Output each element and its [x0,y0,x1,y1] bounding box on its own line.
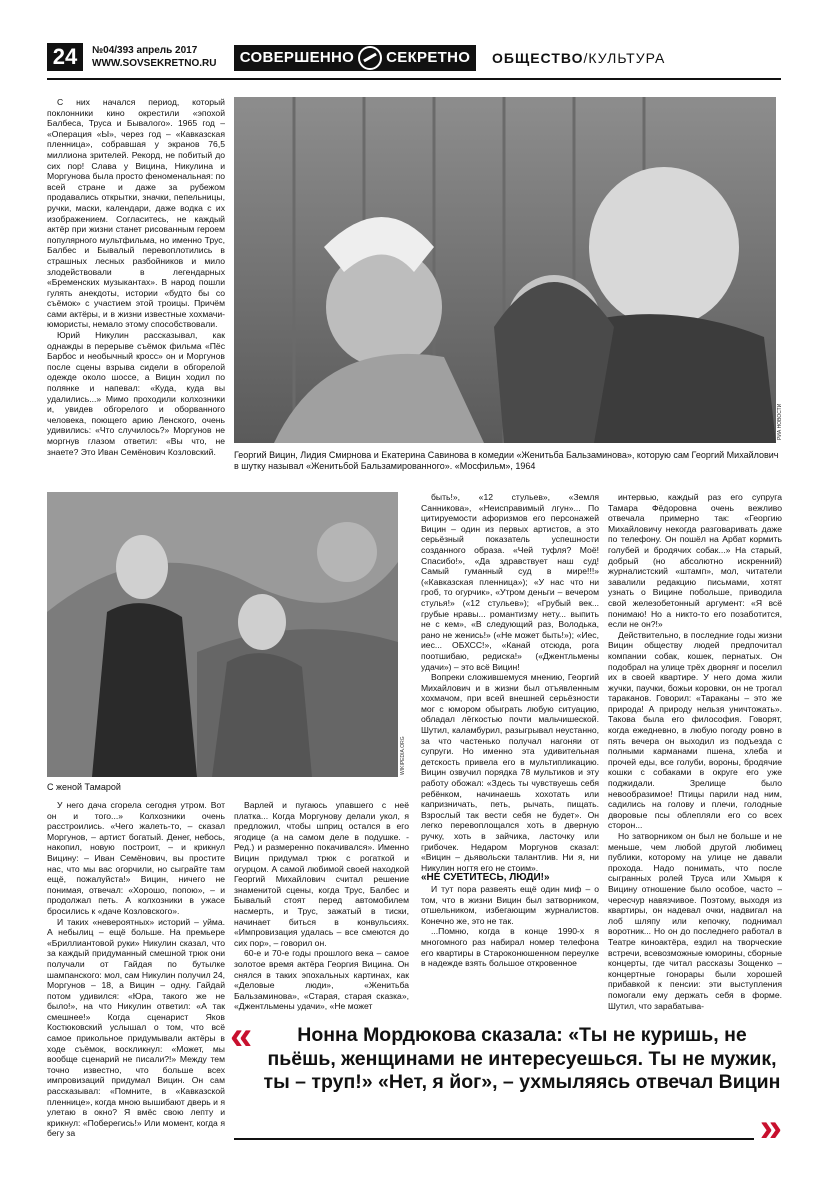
article-column-3 [421,492,599,1018]
rubric-sub: /КУЛЬТУРА [583,50,666,66]
newspaper-logo [234,45,476,71]
article-column-1-bottom [47,800,225,1140]
photo-balzaminov-scene [234,97,776,443]
photo-balzaminov-image [234,97,776,443]
rubric-main: ОБЩЕСТВО [492,50,584,66]
section-subheading: «НЕ СУЕТИТЕСЬ, ЛЮДИ!» [421,872,550,884]
open-quote-chevron-icon: « [230,1014,253,1058]
paragraph: 60-е и 70-е годы прошлого века – самое золотое время актёра Георгия Вицина. Он снялся в таких эпохальных картинах, как «Деловые люди», «Женитьба Бальзаминова», «Старая, старая сказка», «Джентльмены удачи», «Не может [234,948,409,1012]
section-rubric [492,50,665,66]
pull-quote-text: Нонна Мордюкова сказала: «Ты не куришь, не пьёшь, женщинами не интересуешься. Ты не мужик, ты – труп!» «Нет, я йог», – ухмыляясь отвечал Вицин [263,1024,781,1093]
photo-with-wife-image [47,492,398,777]
pull-quote [230,1014,782,1150]
photo-credit: WIKIPEDIA.ORG [400,736,406,775]
paragraph: ...Помню, когда в конце 1990-х я многомного раз набирал номер телефона его квартиры в Староконюшенном переулке в надежде взять большое откровенное [421,926,599,969]
photo-caption: Георгий Вицин, Лидия Смирнова и Екатерина Савинова в комедии «Женитьба Бальзаминова», которую сам Георгий Михайлович в шутку называл «Женитьбой Бальзамированного». «Мосфильм», 1964 [234,450,779,471]
header-rule [47,78,781,80]
article-column-2 [234,800,409,1018]
logo-left-word: СОВЕРШЕННО [239,49,355,66]
paragraph: Юрий Никулин рассказывал, как однажды в перерыве съёмок фильма «Пёс Барбос и необычный кросс» он и Моргунов после сцены взрыва сидели в обгорелой одежде около шоссе, а Вицин ходил по полянке и напевал: «Куда, куда вы удалились...» Мимо проходили колхозники и, увидев обгорелого и оборванного человека, поющего арию Ленского, очень удивились: «Что случилось?» Моргунов не моргнув глазом ответил: «Вы что, не знаете? Это Иван Семёнович Козловский. [47,330,225,457]
logo-right-word: СЕКРЕТНО [386,49,471,66]
issue-number: №04/393 апрель 2017 [92,45,198,56]
logo-emblem-icon [358,46,382,70]
paragraph: Но затворником он был не больше и не меньше, чем любой другой любимец публики, которому на улице не давали прохода. Надо понимать, что после сыгранных ролей Труса или Хмыря к Вицину отношение было особое, часто – чересчур навязчивое. Поэтому, выходя из квартиры, он надевал очки, надвигал на лоб шляпу или кепочку, поднимал воротник... Но он до последнего работал в Театре киноактёра, ездил на творческие встречи, всевозможные юморины, сборные концерты, где читал рассказы Зощенко – концертные гонорары были хорошей прибавкой к пенсии: эти выступления помогали ему держать себя в форме. Шутил, что зарабатыва- [608,831,782,1011]
paragraph: Вопреки сложившемуся мнению, Георгий Михайлович и в жизни был отъявленным хохмачом, при всей внешней серьёзности мог с юмором обыграть любую ситуацию, обладал лёгкостью почти мальчишеской. Шутил, каламбурил, разыгрывал неустанно, за что частенько получал нагоняи от супруги. Но именно эта удивительная детскость привела его в мультипликацию. Вицин озвучил порядка 78 мультиков и эту работу обожал: «Здесь ты чувствуешь себя ребёнком, начинаешь хохотать или капризничать, петь, рычать, пищать. Взрослый так вести себя не будет». Он легко перевоплощался хоть в дверную ручку, хоть в зайчика, ласточку или грибочек. Недаром Моргунов сказал: «Вицин – дьявольски талантлив. Ни я, ни Никулин ногтя его не стоим». [421,672,599,873]
photo-credit: РИА НОВОСТИ [777,403,783,440]
site-url[interactable]: WWW.SOVSEKRETNO.RU [92,58,217,69]
article-column-4 [608,492,782,1018]
pull-quote-rule [234,1138,754,1140]
paragraph: У него дача сгорела сегодня утром. Вот он и того...» Колхозники очень расстроились. «Чего жалеть-то, – сказал Моргунов, – артист богатый. Денег, небось, накопил, новую построит, – и крикнул Вицину: – Иван Семёнович, вы простите нас, что мы вас огорчили, но сыграйте там ещё, пожалуйста!» Вицин, ничего не понимая, отвечал: «Хорошо, попою», – и продолжал петь. А колхозники в ужасе бросились к «даче Козловского». [47,800,225,916]
issue-info [92,44,216,70]
paragraph: И таких «невероятных» историй – уйма. А небылиц – ещё больше. На премьере «Бриллиантовой руки» Никулин сказал, что за каждый придуманный смешной трюк они получали от Гайдая по бутылке шампанского: мол, сам Никулин получил 24, Моргунов – 18, а Вицин – одну. Гайдай потом удивился: «Юра, такого же не было!», на что Никулин ответил: «А так смешнее!» Когда сценарист Яков Костюковский услышал о том, что всё самое прикольное придумывали актёры в ходе съёмок, воскликнул: «Может, мы вообще сценарий не писали?!» Между тем точно известно, что больше всех импровизаций придумал Вицин. Он сам рассказывал: «Помните, в «Кавказской пленнице», когда мною вышибают дверь и я улетаю в окно? Я вмёс свою лепту и крикнул: «Поберегись!» Или момент, когда я бегу за [47,916,225,1139]
paragraph: С них начался период, который поклонники кино окрестили «эпохой Балбеса, Труса и Бывалого». 1965 год – «Операция «Ы», через год – «Кавказская пленница», собравшая у экранов 76,5 миллиона зрителей. Рекорд, не побитый до сих пор! Слава у Вицина, Никулина и Моргунова была просто феноменальная: по всей стране и даже за рубежом продавались открытки, значки, пепельницы, ручки, маски, календари, даже водка с их изображением. Согласитесь, не каждый актёр при жизни станет рисованным героем популярного мультфильма, но именно Трус, Балбес и Бывалый перевоплотились в страшных лесных разбойников и мило злодействовали в легендарных «Бременских музыкантах». В народ пошли гулять анекдоты, истории «будто бы со съёмок» с участием этой троицы. Причём сами актёры, и в жизни известные хохмачи-юмористы, немало этому способствовали. [47,97,225,330]
paragraph: быть!», «12 стульев», «Земля Санникова», «Неисправимый лгун»... По цитируемости афоризмов его персонажей Вицин – один из первых артистов, а это серьёзный показатель успешности созданного образа. «Чей туфля? Моё! Спасибо!», «Да здравствует наш суд! Самый гуманный суд в мире!!!» («Кавказская пленница»); «У нас что ни гроб, то огурчик», «Утром деньги – вечером стулья!» («12 стульев»); «Грубый век... грубые нравы... романтизму нету... выпить не с кем», «В следующий раз, Володька, рано не женись!» («Не может быть!»); «Иес, иес... ОБХСС!», «Канай отсюда, рога поотшибаю, редиска!» («Джентльмены удачи») – это всё Вицин! [421,492,599,672]
page-number: 24 [47,43,83,71]
photo-with-wife [47,492,398,777]
paragraph: И тут пора развеять ещё один миф – о том, что в жизни Вицин был затворником, отшельником, избегающим журналистов. Конечно же, это не так. [421,883,599,926]
paragraph: интервью, каждый раз его супруга Тамара Фёдоровна очень вежливо отвечала примерно так: «Георгию Михайловичу некогда разговаривать даже по телефону. Он пошёл на Арбат кормить голубей и бродячих собак...» На старый, добрый (но абсолютно искренний) журналистский «штамп», мол, читатели завалили редакцию письмами, хотят узнать о Вицине побольше, приводила свой железобетонный аргумент: «Я всё понимаю! Но а никто-то его позаботится, если не он?!» [608,492,782,630]
close-quote-chevron-icon: » [759,1106,782,1150]
paragraph: Действительно, в последние годы жизни Вицин обществу людей предпочитал компании собак, кошек, пернатых. Он подобрал на улице трёх дворняг и поселил их в своей квартире. У него дома жили жучки, паучки, божьи коровки, он не трогал тараканов. Говорил: «Тараканы – это же природа! А природу нельзя уничтожать». Такова была его философия. Говорят, когда ежедневно, в любую погоду ровно в пять вечера он выходил из подъезда с полными карманами пшена, хлеба и прочей еды, все голуби, вороны, бродячие кошки с собаками в округе его уже поджидали. Зрелище было невообразимое! Птицы парили над ним, садились на голову и плечи, голодные дворовые псы облепляли его со всех сторон... [608,629,782,831]
paragraph: Варлей и пугаюсь упавшего с неё платка... Когда Моргунову делали укол, я предложил, чтобы шприц остался в его ягодице (а на самом деле в подушке. - Ред.) и размеренно покачивался». Именно Вицин придумал трюк с рогаткой и огурцом. А самой любимой своей находкой Георгий Михайлович считал решение знаменитой сцены, когда Трус, Балбес и Бывалый стоят перед автомобилем насмерть, и Трус, зажатый в тиски, начинает биться в конвульсиях. «Импровизация удалась – все смеются до сих пор», – говорил он. [234,800,409,948]
article-column-1-top [47,97,225,470]
photo-caption: С женой Тамарой [47,782,121,792]
